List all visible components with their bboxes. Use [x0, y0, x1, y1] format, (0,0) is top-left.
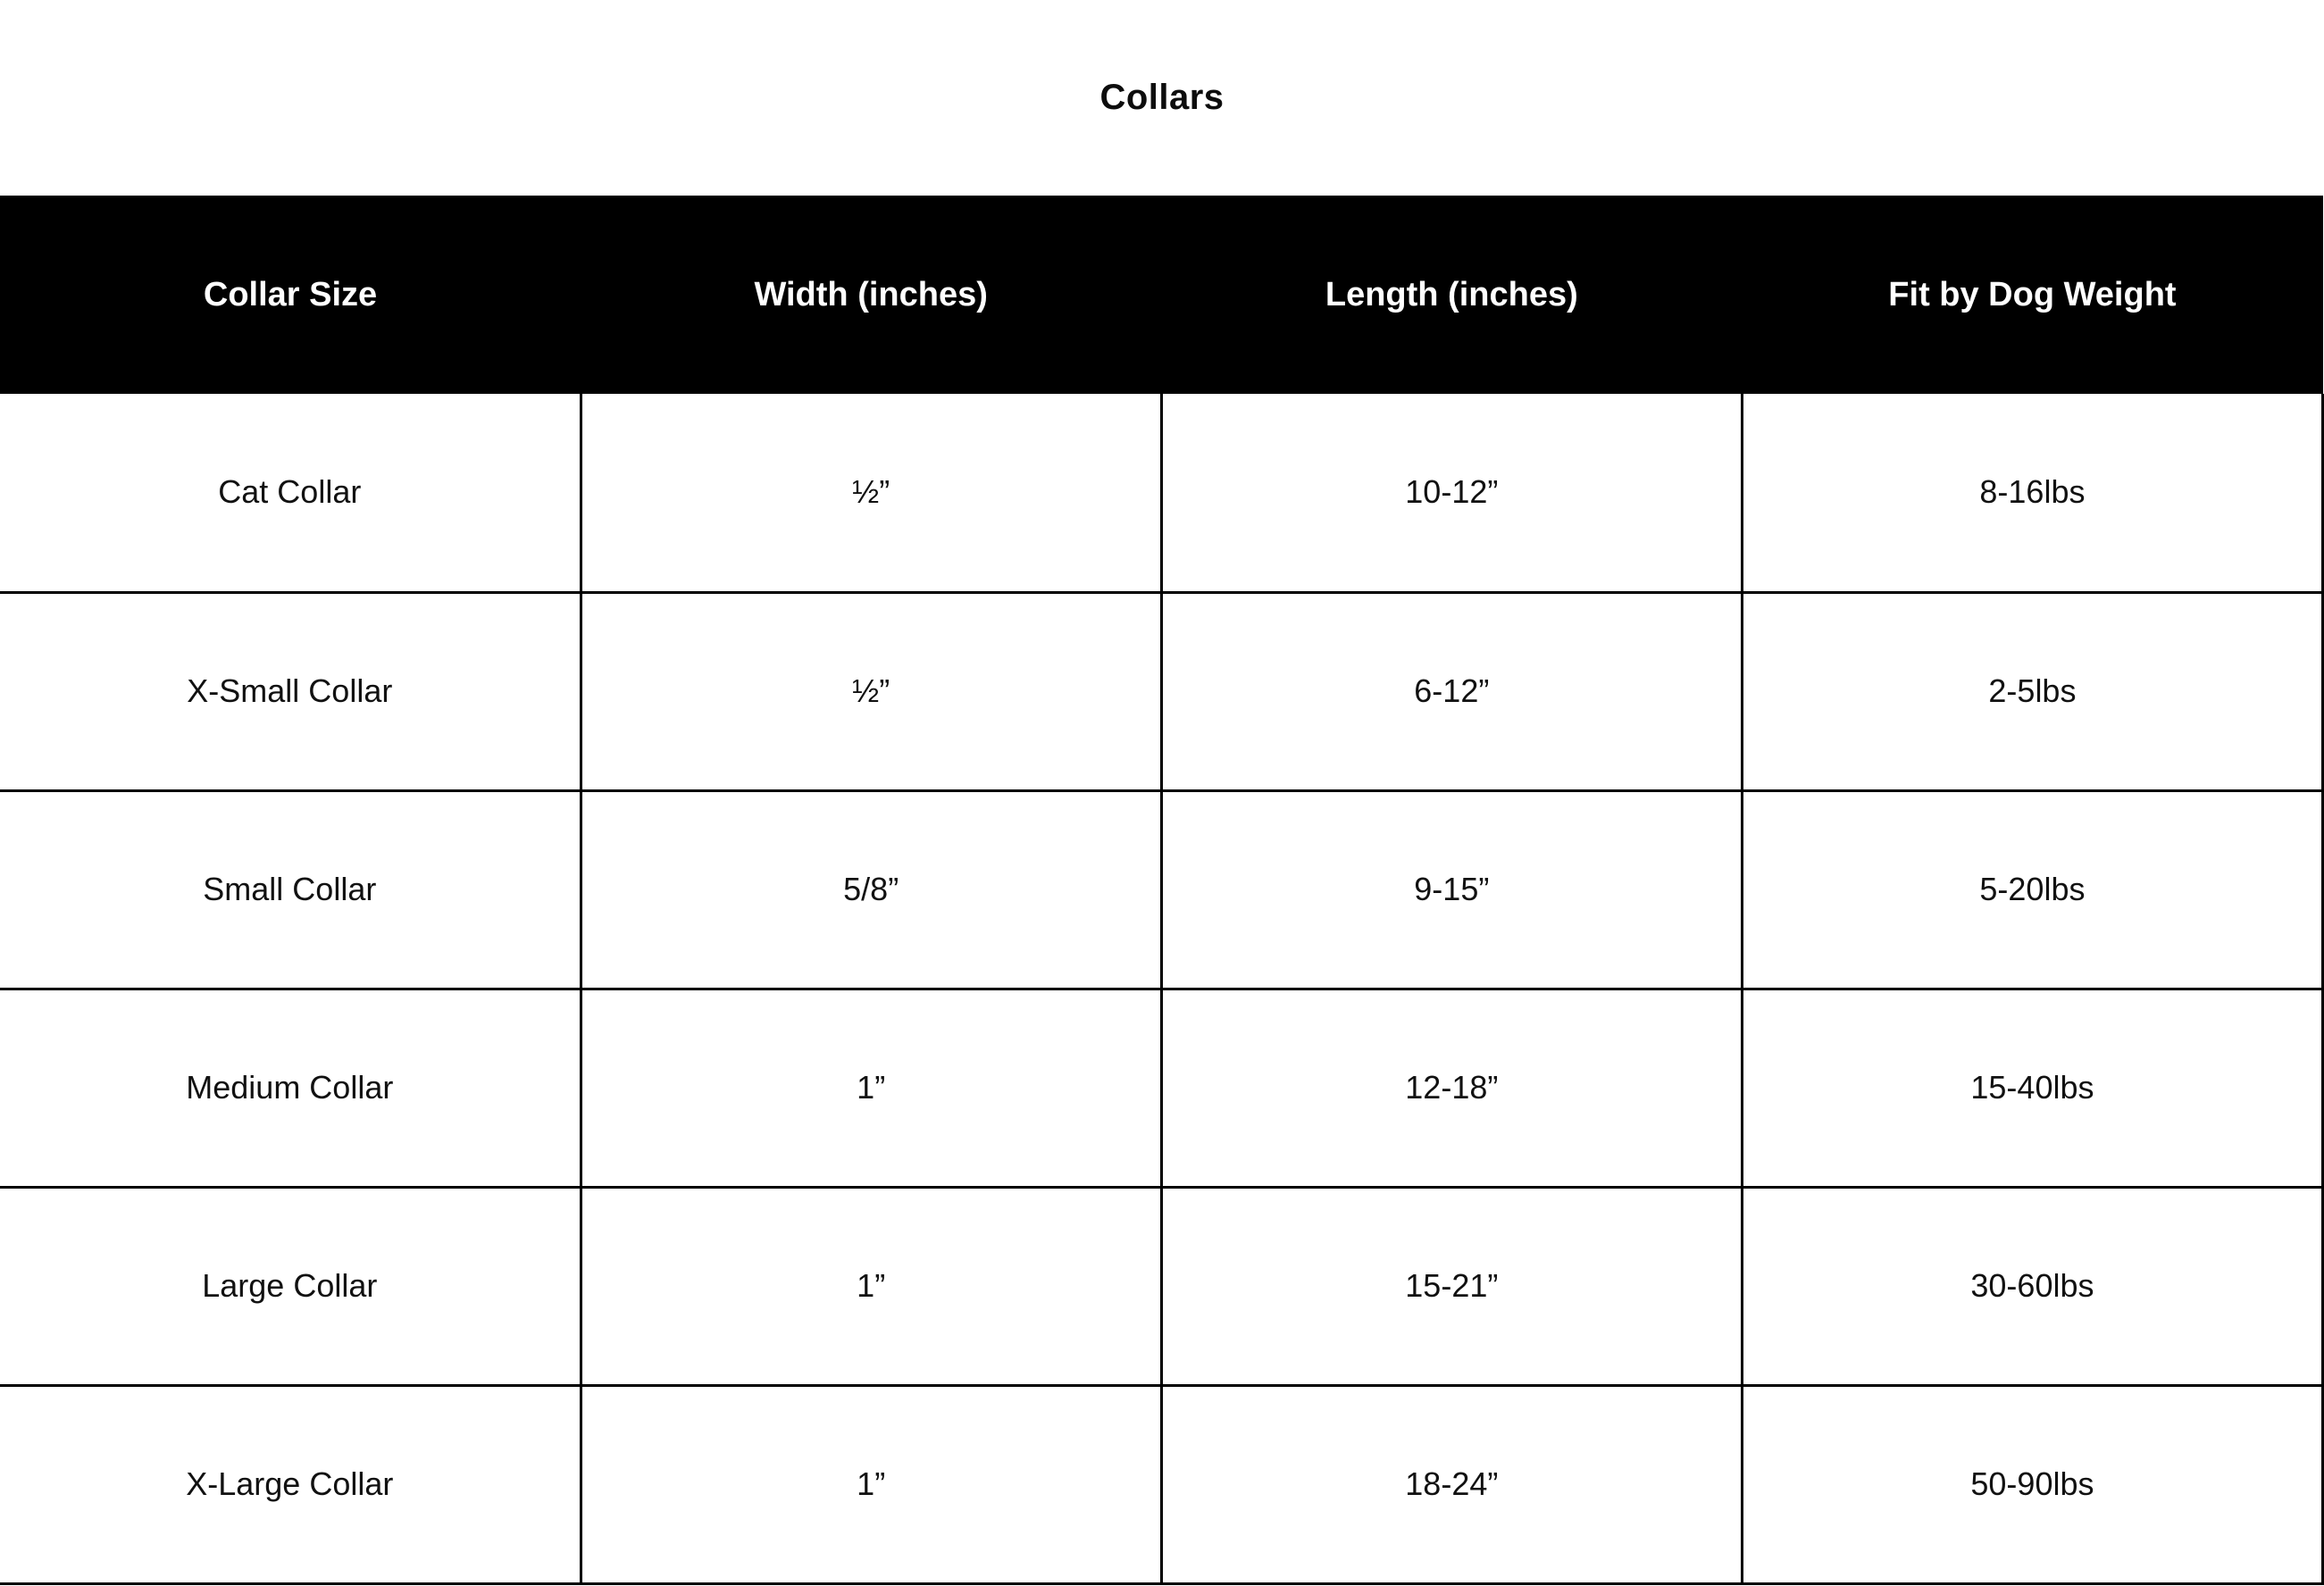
- cell-width: ½”: [581, 592, 1161, 790]
- cell-width: ½”: [581, 394, 1161, 592]
- cell-weight: 8-16lbs: [1742, 394, 2322, 592]
- header-cell-fit-by-weight: Fit by Dog Weight: [1742, 196, 2322, 394]
- table-row-x-large-collar: [0, 1385, 2323, 1583]
- table-row-x-small-collar: [0, 592, 2323, 790]
- header-cell-length: Length (inches): [1161, 196, 1742, 394]
- cell-width: 1”: [581, 1187, 1161, 1385]
- header-cell-collar-size: Collar Size: [0, 196, 581, 394]
- cell-length: 12-18”: [1161, 989, 1742, 1187]
- table-body: [0, 394, 2323, 1583]
- cell-size: X-Large Collar: [0, 1385, 581, 1583]
- cell-size: Medium Collar: [0, 989, 581, 1187]
- table-row-cat-collar: [0, 394, 2323, 592]
- cell-width: 1”: [581, 1385, 1161, 1583]
- cell-width: 5/8”: [581, 790, 1161, 989]
- cell-length: 15-21”: [1161, 1187, 1742, 1385]
- cell-weight: 15-40lbs: [1742, 989, 2322, 1187]
- header-row: [0, 196, 2323, 394]
- cell-size: X-Small Collar: [0, 592, 581, 790]
- table-row-medium-collar: [0, 989, 2323, 1187]
- table-row-small-collar: [0, 790, 2323, 989]
- table-row-large-collar: [0, 1187, 2323, 1385]
- cell-size: Cat Collar: [0, 394, 581, 592]
- page-title: Collars: [1099, 78, 1225, 117]
- cell-width: 1”: [581, 989, 1161, 1187]
- cell-length: 10-12”: [1161, 394, 1742, 592]
- cell-size: Large Collar: [0, 1187, 581, 1385]
- cell-length: 6-12”: [1161, 592, 1742, 790]
- collar-size-chart-table: [0, 196, 2324, 1585]
- cell-size: Small Collar: [0, 790, 581, 989]
- cell-weight: 2-5lbs: [1742, 592, 2322, 790]
- table-header: [0, 196, 2323, 394]
- header-cell-width: Width (inches): [581, 196, 1161, 394]
- cell-length: 18-24”: [1161, 1385, 1742, 1583]
- cell-length: 9-15”: [1161, 790, 1742, 989]
- cell-weight: 30-60lbs: [1742, 1187, 2322, 1385]
- cell-weight: 5-20lbs: [1742, 790, 2322, 989]
- title-block: [0, 0, 2324, 196]
- cell-weight: 50-90lbs: [1742, 1385, 2322, 1583]
